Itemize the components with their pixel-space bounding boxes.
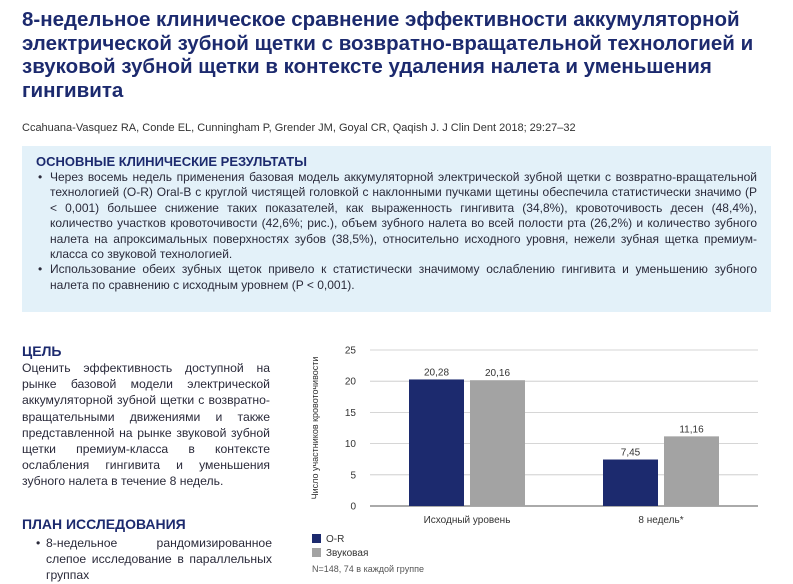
key-results-list xyxy=(36,170,757,293)
legend-swatch-or xyxy=(312,534,321,543)
y-tick-label: 0 xyxy=(350,501,356,513)
y-axis-label: Число участников кровоточивости xyxy=(310,356,320,500)
bleeding-sites-chart xyxy=(290,338,790,574)
x-category-label: 8 недель* xyxy=(638,515,684,526)
article-title: 8-недельное клиническое сравнение эффективности аккумуляторной электрической зубной щетки с возвратно-вращательной технологией и звуковой зубной щетки в контексте удаления налета и уменьшения гингивита xyxy=(22,8,754,102)
bar-value-label: 7,45 xyxy=(620,447,641,459)
bullet-icon: • xyxy=(36,536,41,550)
bar-or xyxy=(603,460,658,506)
bar-value-label: 11,16 xyxy=(679,424,704,436)
y-tick-label: 25 xyxy=(344,345,356,357)
y-tick-label: 20 xyxy=(344,376,356,388)
y-tick-label: 5 xyxy=(350,470,356,482)
aim-heading: ЦЕЛЬ xyxy=(22,343,62,359)
bar-sonic xyxy=(664,436,719,506)
plan-item-text: 8-недельное рандомизированное слепое исследование в параллельных группах xyxy=(46,536,272,583)
bar-value-label: 20,16 xyxy=(484,368,511,380)
bullet-icon: • xyxy=(38,262,43,277)
bar-or xyxy=(409,379,464,506)
legend-swatch-sonic xyxy=(312,548,321,557)
plan-heading: ПЛАН ИССЛЕДОВАНИЯ xyxy=(22,516,186,532)
plan-list xyxy=(22,535,272,584)
key-result-text: Через восемь недель применения базовая модель аккумуляторной электрической зубной щетки с возвратно-вращательной технологией (O-R) Oral-B с круглой чистящей головкой с наклонными пучками щетины обеспечила статистически значимо (P < 0,001) большее снижение таких показателей, как выраженность гингивита (34,8%), кровоточивость десен (48,4%), количество участков кровоточивости (42,6%; рис.), объем зубного налета во всей полости рта (26,2%) и количество зубного налета на апроксимальных поверхностях зубов (38,5%), относительно исходного уровня, нежели зубная щетка премиум-класса со звуковой технологией. xyxy=(50,170,757,262)
legend-label-or: O-R xyxy=(326,534,345,545)
legend-label-sonic: Звуковая xyxy=(326,548,369,559)
x-category-label: Исходный уровень xyxy=(423,515,511,526)
bar-value-label: 20,28 xyxy=(423,367,450,379)
citation: Ccahuana-Vasquez RA, Conde EL, Cunningham P, Grender JM, Goyal CR, Qaqish J. J Clin Dent 2018; 29:27–32 xyxy=(22,122,576,134)
sample-size-note: N=148, 74 в каждой группе xyxy=(312,564,424,574)
key-results-box xyxy=(22,146,771,312)
bar-sonic xyxy=(470,380,525,506)
key-result-text: Использование обеих зубных щеток привело к статистически значимому ослаблению гингивита и уменьшению зубного налета по сравнению с исходным уровнем (P < 0,001). xyxy=(50,262,757,292)
bullet-icon: • xyxy=(38,170,43,184)
key-result-item xyxy=(36,262,757,293)
aim-text: Оценить эффективность доступной на рынке базовой модели электрической аккумуляторной зубной щетки с возвратно-вращательными движениями и также представленной на рынке звуковой зубной щетки премиум-класса в контексте ослабления гингивита и уменьшения зубного налета в течение 8 недель. xyxy=(22,361,270,489)
y-tick-label: 10 xyxy=(344,439,356,451)
key-results-heading: ОСНОВНЫЕ КЛИНИЧЕСКИЕ РЕЗУЛЬТАТЫ xyxy=(36,154,307,169)
key-result-item xyxy=(36,170,757,262)
plan-item xyxy=(22,535,272,584)
y-tick-label: 15 xyxy=(344,407,356,419)
